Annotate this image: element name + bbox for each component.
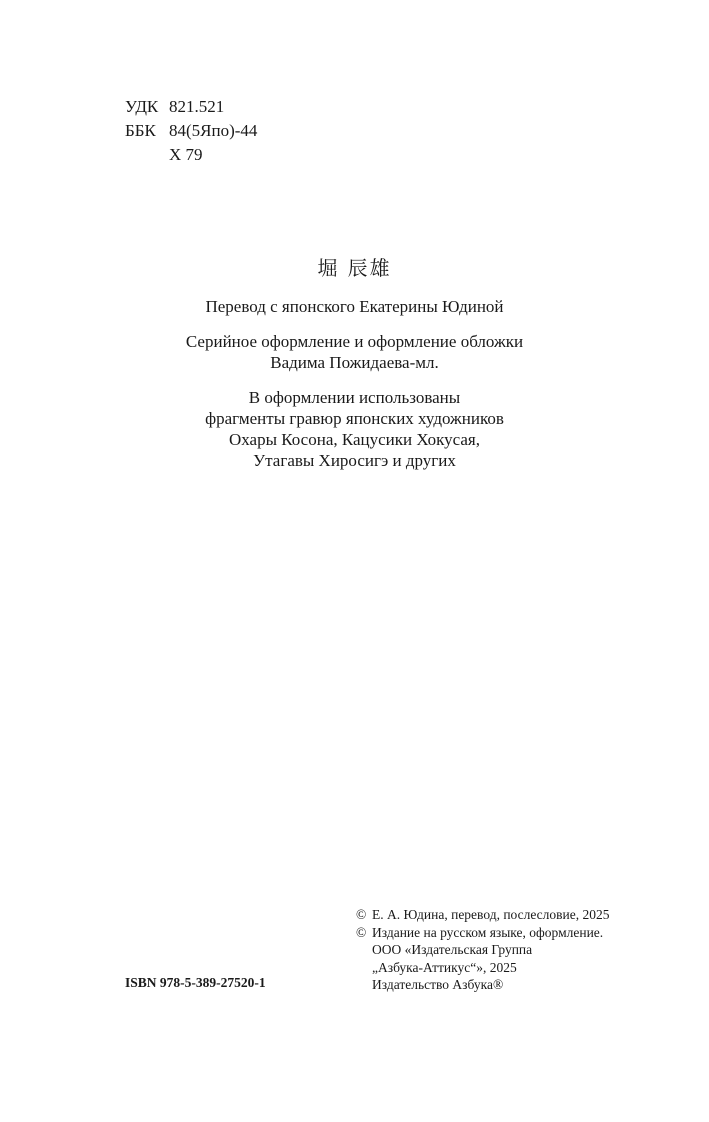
illustration-credit [0, 387, 709, 471]
isbn: ISBN 978-5-389-27520-1 [125, 975, 266, 990]
bbk-row [125, 119, 257, 143]
udk-label: УДК [125, 97, 159, 116]
udk-value: 821.521 [169, 97, 225, 116]
classification-block [125, 95, 257, 167]
copyright-publisher-line: Издательство Азбука® [372, 977, 504, 992]
copyright-symbol: © [356, 924, 367, 940]
copyright-translation: Е. А. Юдина, перевод, послесловие, 2025 [372, 907, 610, 922]
copyright-line [356, 924, 610, 942]
copyright-line [356, 906, 610, 924]
translation-credit-line: Перевод с японского Екатерины Юдиной [205, 297, 504, 316]
author-mark: Х 79 [169, 145, 203, 164]
copyright-symbol: © [356, 907, 367, 922]
illustration-credit-line: В оформлении использованы [248, 388, 461, 407]
design-credit-line: Вадима Пожидаева-мл. [270, 353, 439, 372]
illustration-credit-line: Утагавы Хиросигэ и других [253, 451, 456, 470]
copyright-publisher-line: ООО «Издательская Группа [372, 942, 533, 957]
copyright-publisher-line: „Азбука-Аттикус“», 2025 [372, 959, 517, 975]
illustration-credit-line: фрагменты гравюр японских художников [205, 409, 504, 428]
copyright-edition: Издание на русском языке, оформление. [372, 924, 604, 940]
udk-row [125, 95, 257, 119]
bbk-value: 84(5Япо)-44 [169, 121, 258, 140]
credits-block [0, 254, 709, 485]
design-credit-line: Серийное оформление и оформление обложки [185, 332, 524, 351]
copyright-block [356, 906, 610, 994]
illustration-credit-line: Охары Косона, Кацусики Хокусая, [229, 430, 480, 449]
design-credit [0, 331, 709, 373]
author-japanese-name: 堀 辰雄 [317, 256, 392, 280]
bbk-label: ББК [125, 121, 156, 140]
translation-credit [0, 296, 709, 317]
